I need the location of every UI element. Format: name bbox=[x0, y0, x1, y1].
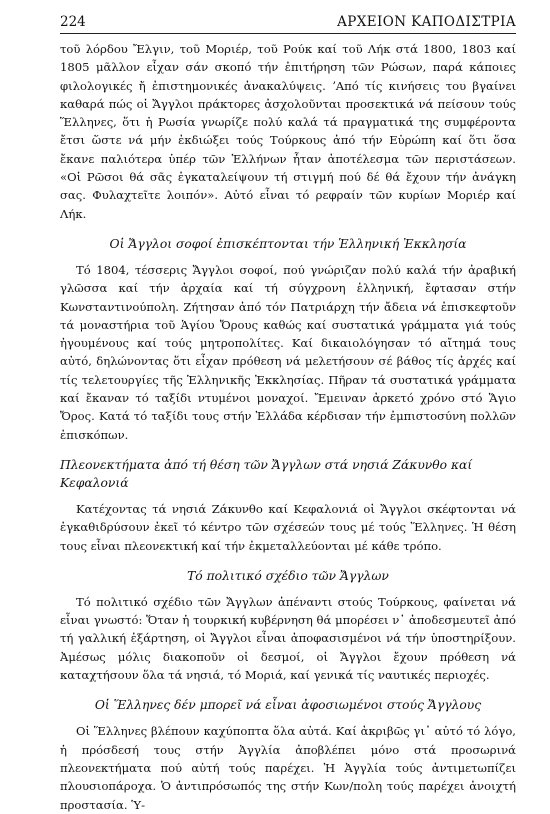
section-heading-church: Οἱ Ἄγγλοι σοφοί ἐπισκέπτονται τήν Ἑλληνική Ἐκκλησία bbox=[109, 236, 467, 251]
section-heading-islands: Πλεονεκτήματα ἀπό τή θέση τῶν Ἄγγλων στά νησιά Ζάκυνθο καί Κεφαλονιά bbox=[60, 457, 473, 490]
section-heading-greeks: Οἱ Ἕλληνες δέν μπορεῖ νά εἶναι ἀφοσιωμένοι στούς Ἄγγλους bbox=[94, 698, 482, 713]
running-title: ΑΡΧΕΙΟΝ ΚΑΠΟΔΙΣΤΡΙΑ bbox=[337, 14, 516, 30]
page-number: 224 bbox=[60, 14, 86, 30]
page-header bbox=[60, 14, 516, 34]
paragraph-greeks: Οἱ Ἕλληνες βλέπουν καχύποπτα ὅλα αὐτά. Καί ἀκριβῶς γι᾽ αὐτό τό λόγο, ἡ πρόσδεσή τους στήν Ἀγγλία ἀποβλέπει μόνο στά προσωρινά πλεονεκτήματα πού αὐτή τούς παρέχει. Ἡ Ἀγγλία τούς ἀντιμετωπίζει πλουσιοπάροχα. Ὁ ἀντιπρόσωπός της στήν Κων/πολη τούς παρέχει ἀνοιχτή προστασία. Ὑ- bbox=[60, 724, 516, 812]
book-page bbox=[60, 14, 516, 814]
paragraph-political-plan: Τό πολιτικό σχέδιο τῶν Ἄγγλων ἀπέναντι στούς Τούρκους, φαίνεται νά εἶναι γνωστό: Ὅταν ἡ τουρκική κυβέρνηση θά μπορέσει ν᾽ ἀποδεσμευτεῖ ἀπό τή γαλλική ἐξάρτηση, οἱ Ἄγγλοι εἶναι ἀποφασισμένοι νά τήν ὑποστηρίξουν. Ἀμέσως μόλις διακοποῦν οἱ δεσμοί, οἱ Ἄγγλοι ἔχουν πρόθεση νά καταχτήσουν ὅλα τά νησιά, τό Μοριά, καί γενικά τίς ναυτικές περιοχές. bbox=[60, 594, 516, 683]
intro-paragraph: τοῦ λόρδου Ἔλγιν, τοῦ Μοριέρ, τοῦ Ρούκ καί τοῦ Λήκ στά 1800, 1803 καί 1805 μᾶλλον εἶχαν σάν σκοπό τήν ἐπιτήρηση τῶν Ρώσων, παρά κάποιες φιλολογικές ἤ ἐπιστημονικές ἀνακαλύψεις. ʼΑπό τίς κινήσεις του βγαίνει καθαρά πώς οἱ Ἄγγλοι πράκτορες ἀσχολοῦνται προσεκτικά νά πείσουν τούς Ἕλληνες, ὅτι ἡ Ρωσία γνωρίζε πολύ καλά τά πραγματικά της συμφέροντα ἔτσι ὥστε νά μήν ἐκδιώξει τούς Τούρκους ἀπό τήν Εὐρώπη καί ὅτι ὅσα ἔκανε παλιότερα ὑπέρ τῶν Ἑλλήνων ἦταν ἀποτέλεσμα τῶν περιστάσεων. «Οἱ Ρῶσοι θά σᾶς ἐγκαταλείψουν τή στιγμή πού δέ θά ἔχουν τήν ἀνάγκη σας. Φυλαχτεῖτε λοιπόν». Αὐτό εἶναι τό ρεφραίν τῶν κυρίων Μοριέρ καί Λήκ. bbox=[60, 42, 516, 221]
section-heading-political-plan: Τό πολιτικό σχέδιο τῶν Ἄγγλων bbox=[187, 568, 389, 583]
paragraph-islands: Κατέχοντας τά νησιά Ζάκυνθο καί Κεφαλονιά οἱ Ἄγγλοι σκέφτονται νά ἐγκαθιδρύσουν ἐκεῖ τό κέντρο τῶν σχέσεών τους μέ τούς Ἕλληνες. Ἡ θέση τους εἶναι πλεονεκτική καί τήν ἐκμεταλλεύονται μέ κάθε τρόπο. bbox=[60, 501, 516, 553]
paragraph-church: Τό 1804, τέσσερις Ἄγγλοι σοφοί, πού γνώριζαν πολύ καλά τήν ἀραβική γλῶσσα καί τήν ἀρχαία καί τή σύγχρονη ἑλληνική, ἔφτασαν στήν Κωνσταντινούπολη. Ζήτησαν ἀπό τόν Πατριάρχη τήν ἄδεια νά ἐπισκεφτοῦν τά μοναστήρια τοῦ Ἁγίου Ὄρους καθώς καί συστατικά γράμματα γιά τούς ἡγουμένους καί τούς μητροπολίτες. Καί δικαιολόγησαν τό αἴτημά τους αὐτό, δηλώνοντας ὅτι εἶχαν πρόθεση νά μελετήσουν σέ βάθος τίς ἀρχές καί τίς τελετουργίες τῆς Ἑλληνικῆς Ἐκκλησίας. Πῆραν τά συστατικά γράμματα καί ἔκαναν τό ταξίδι ντυμένοι μοναχοί. Ἔμειναν ἀρκετό χρόνο στό Ἅγιο Ὄρος. Κατά τό ταξίδι τους στήν Ἑλλάδα κέρδισαν τήν ἐμπιστοσύνη πολλῶν ἐπισκόπων. bbox=[60, 262, 516, 442]
